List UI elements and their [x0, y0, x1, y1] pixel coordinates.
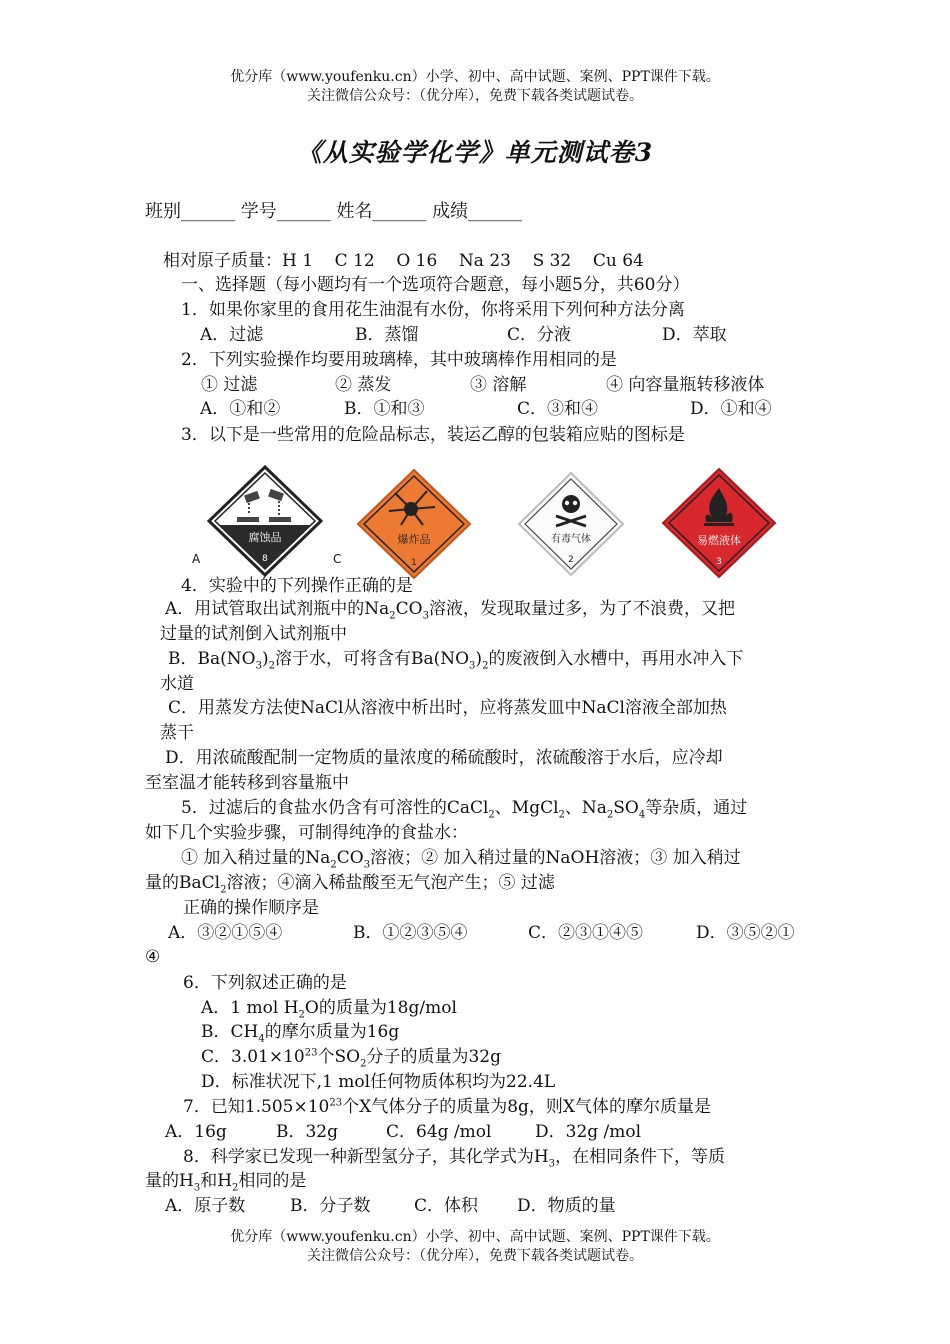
q5-option-c: C．②③①④⑤ — [528, 923, 644, 943]
flammable-liquid-sign-icon — [660, 466, 778, 580]
q1-option-b: B．蒸馏 — [355, 325, 419, 345]
q8-line2: 量的$H_3$和$H_2$相同的是 — [145, 1171, 307, 1194]
section-1-heading: 一、选择题（每小题均有一个选项符合题意，每小题5分，共60分） — [181, 275, 690, 295]
q2-option-d: D．①和④ — [690, 399, 772, 419]
q2-option-c: C．③和④ — [517, 399, 599, 419]
q1-stem: 1．如果你家里的食用花生油混有水份，你将采用下列何种方法分离 — [181, 300, 685, 320]
flammable-liquid-sign-text: 易燃液体 — [697, 534, 741, 547]
q1-option-d: D．萃取 — [662, 325, 727, 345]
q6-stem: 6．下列叙述正确的是 — [183, 973, 347, 993]
q5-line2: 如下几个实验步骤，可制得纯净的食盐水： — [145, 823, 468, 843]
q4-option-d-line2: 至室温才能转移到容量瓶中 — [145, 773, 349, 793]
q8-option-c: C．体积 — [414, 1196, 479, 1216]
q3-label-c: C — [333, 552, 342, 566]
q5-line1: 5．过滤后的食盐水仍含有可溶性的CaCl$_2$、MgCl$_2$、$Na_2SO_4$等杂质，通过 — [181, 798, 748, 821]
q4-option-d-line1: D．用浓硫酸配制一定物质的量浓度的稀硫酸时，浓硫酸溶于水后，应冷却 — [165, 748, 723, 768]
q4-option-b-line2: 水道 — [160, 674, 194, 694]
q8-option-d: D．物质的量 — [517, 1196, 616, 1216]
page-title: 《从实验学化学》单元测试卷3 — [296, 138, 654, 167]
q2-item-4: ④ 向容量瓶转移液体 — [606, 375, 765, 395]
q7-stem: 7．已知$1.505\times 10^{23}$个X气体分子的质量为8g，则X气体的摩尔质量是 — [183, 1097, 711, 1117]
q7-option-a: A．16g — [165, 1122, 227, 1142]
q5-line5: 正确的操作顺序是 — [183, 898, 319, 918]
q4-option-c-line1: C．用蒸发方法使NaCl从溶液中析出时，应将蒸发皿中NaCl溶液全部加热 — [168, 698, 727, 718]
q4-option-a-line1: A．用试管取出试剂瓶中的$Na_2CO_3$溶液，发现取量过多，为了不浪费，又把 — [165, 599, 735, 622]
q2-option-b: B．①和③ — [344, 399, 425, 419]
q5-option-d-wrap: ④ — [145, 947, 161, 967]
q6-option-d: D．标准状况下,1 mol任何物质体积均为22.4L — [201, 1072, 556, 1092]
q3-label-a: A — [192, 552, 201, 566]
corrosive-sign-icon — [205, 463, 325, 579]
footer-line-1: 优分库（www.youfenku.cn）小学、初中、高中试题、案例、PPT课件下载。 — [230, 1229, 720, 1245]
q7-option-d: D．32g /mol — [535, 1122, 642, 1142]
q4-option-a-line2: 过量的试剂倒入试剂瓶中 — [160, 624, 347, 644]
footer-line-2: 关注微信公众号：（优分库），免费下载各类试题试卷。 — [307, 1248, 643, 1264]
q4-option-b-line1: B．$Ba(NO_3)_2$溶于水，可将含有$Ba(NO_3)_2$的废液倒入水槽中，再用水冲入下 — [168, 649, 744, 672]
q3-stem: 3．以下是一些常用的危险品标志，装运乙醇的包装箱应贴的图标是 — [181, 425, 685, 445]
atomic-masses: 相对原子质量：H 1 C 12 O 16 Na 23 S 32 Cu 64 — [163, 251, 644, 271]
q7-option-b: B．32g — [276, 1122, 339, 1142]
q7-option-c: C．64g /mol — [386, 1122, 492, 1142]
toxic-gas-sign-text: 有毒气体 — [551, 534, 591, 545]
corrosive-sign-number: 8 — [262, 554, 268, 564]
q2-item-2: ② 蒸发 — [335, 375, 392, 395]
q4-stem: 4．实验中的下列操作正确的是 — [181, 576, 413, 596]
student-info: 班别______ 学号______ 姓名______ 成绩______ — [145, 201, 523, 222]
q1-option-c: C．分液 — [507, 325, 572, 345]
q6-option-c: C．$3.01\times 10^{23}$个$SO_2$分子的质量为32g — [201, 1047, 501, 1070]
q5-line3: ① 加入稍过量的$Na_2CO_3$溶液；② 加入稍过量的NaOH溶液；③ 加入稍过 — [181, 848, 741, 871]
explosive-sign-icon — [355, 467, 473, 581]
header-line-2: 关注微信公众号：（优分库），免费下载各类试题试卷。 — [307, 88, 643, 104]
q5-line4: 量的BaCl$_2$溶液；④滴入稀盐酸至无气泡产生；⑤ 过滤 — [145, 873, 555, 896]
q4-option-c-line2: 蒸干 — [160, 723, 194, 743]
header-line-1: 优分库（www.youfenku.cn）小学、初中、高中试题、案例、PPT课件下载。 — [230, 69, 720, 85]
explosive-sign-number: 1 — [411, 558, 417, 568]
q5-option-d: D．③⑤②① — [696, 923, 795, 943]
q6-option-a: A．1 mol $H_2O$的质量为18g/mol — [201, 998, 457, 1021]
explosive-sign-text: 爆炸品 — [397, 533, 431, 546]
q8-line1: 8．科学家已发现一种新型氢分子，其化学式为$H_3$，在相同条件下，等质 — [183, 1147, 726, 1170]
q1-option-a: A．过滤 — [200, 325, 264, 345]
q2-item-1: ① 过滤 — [201, 375, 258, 395]
q2-option-a: A．①和② — [200, 399, 281, 419]
q8-option-b: B．分子数 — [290, 1196, 371, 1216]
corrosive-sign-text: 腐蚀品 — [248, 531, 282, 544]
toxic-gas-sign-number: 2 — [568, 555, 574, 565]
q2-stem: 2．下列实验操作均要用玻璃棒，其中玻璃棒作用相同的是 — [181, 350, 617, 370]
q8-option-a: A．原子数 — [165, 1196, 246, 1216]
q6-option-b: B．$CH_4$的摩尔质量为16g — [201, 1022, 400, 1045]
toxic-gas-sign-icon — [516, 470, 626, 578]
q5-option-b: B．①②③⑤④ — [353, 923, 468, 943]
q5-option-a: A．③②①⑤④ — [168, 923, 283, 943]
flammable-liquid-sign-number: 3 — [716, 557, 722, 567]
q2-item-3: ③ 溶解 — [470, 375, 527, 395]
